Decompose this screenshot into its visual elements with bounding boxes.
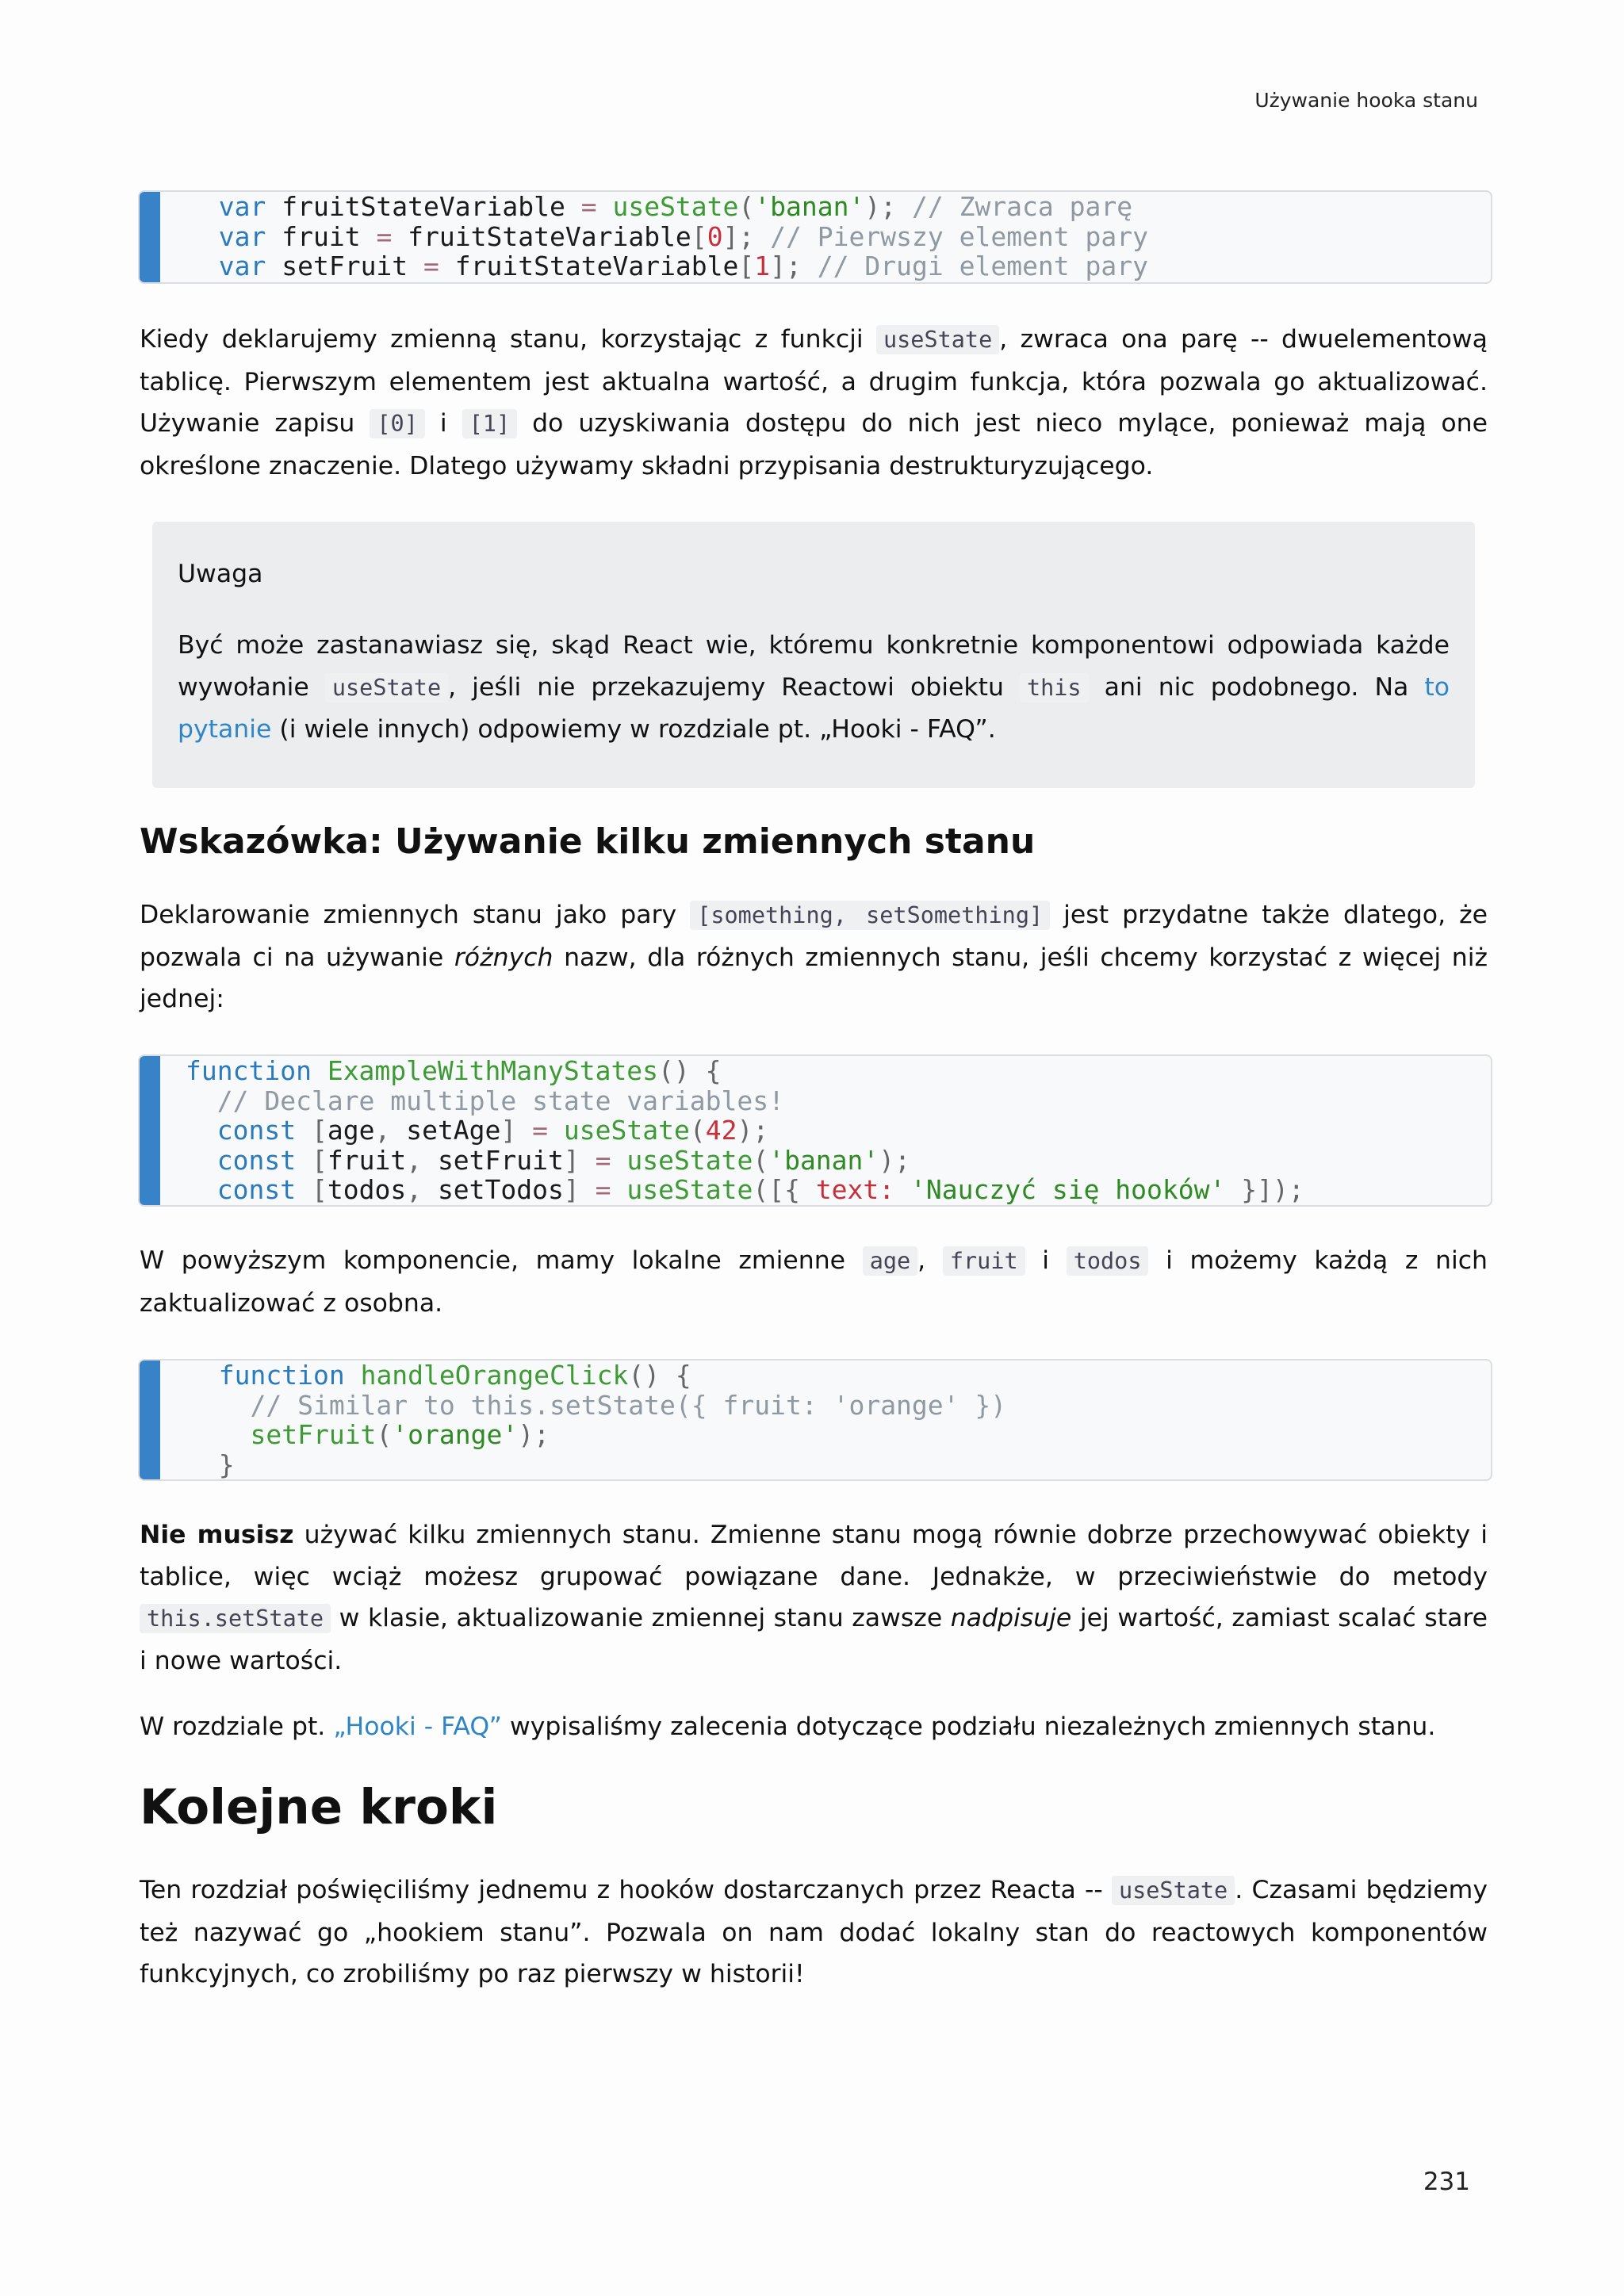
section-heading-tip: Wskazówka: Używanie kilku zmiennych stanu — [140, 821, 1036, 862]
code-line: var fruitStateVariable = useState('banan'); // Zwraca parę — [218, 191, 1133, 222]
inline-code: this — [1020, 673, 1089, 702]
inline-code: this.setState — [140, 1604, 331, 1633]
code-line: } — [218, 1448, 235, 1480]
paragraph-nie-musisz: Nie musisz używać kilku zmiennych stanu. Zmienne stanu mogą równie dobrze przechowywać obiekty i tablice, więc wciąż możesz grupować powiązane dane. Jednakże, w przeciwieństwie do metody this.setState w klasie, aktualizowanie zmiennej stanu zawsze nadpisuje jej wartość, zamiast scalać stare i nowe wartości. — [140, 1521, 1488, 1675]
code-block-handle-orange — [138, 1359, 1492, 1481]
inline-code: [something, setSomething] — [690, 901, 1050, 930]
note-title: Uwaga — [178, 560, 263, 588]
inline-code: todos — [1067, 1246, 1149, 1276]
running-header: Używanie hooka stanu — [1254, 89, 1478, 112]
inline-code: useState — [325, 673, 448, 702]
code-line: var setFruit = fruitStateVariable[1]; // Drugi element pary — [218, 251, 1149, 281]
code-line: // Similar to this.setState({ fruit: 'orange' }) — [250, 1389, 1007, 1421]
code-line: const [fruit, setFruit] = useState('banan'); — [216, 1144, 911, 1176]
code-block-usestate-array — [138, 190, 1492, 284]
faq-question-link[interactable]: to pytanie — [178, 672, 1450, 744]
hooks-faq-link[interactable]: „Hooki - FAQ” — [333, 1712, 502, 1741]
paragraph-faq-reference: W rozdziale pt. „Hooki - FAQ” wypisaliśmy zalecenia dotyczące podziału niezależnych zmiennych stanu. — [140, 1712, 1436, 1741]
paragraph-multiple-state: Deklarowanie zmiennych stanu jako pary [something, setSomething] jest przydatne także dlatego, że pozwala ci na używanie różnych nazw, dla różnych zmiennych stanu, jeśli chcemy korzystać z więcej niż jednej: — [140, 901, 1488, 1013]
inline-code: useState — [1112, 1876, 1235, 1905]
paragraph-next-steps: Ten rozdział poświęciliśmy jednemu z hooków dostarczanych przez Reacta -- useState . Czasami będziemy też nazywać go „hookiem stanu”. Pozwala on nam dodać lokalny stan do reactowych komponentów funkcyjnych, co zrobiliśmy po raz pierwszy w historii! — [140, 1876, 1488, 1988]
paragraph-local-variables: W powyższym komponencie, mamy lokalne zmienne age , fruit i todos i możemy każdą z nich zaktualizować z osobna. — [140, 1246, 1488, 1318]
note-body: Być może zastanawiasz się, skąd React wie, któremu konkretnie komponentowi odpowiada każde wywołanie useState , jeśli nie przekazujemy Reactowi obiektu this ani nic podobnego. Na to pytanie (i wiele innych) odpowiemy w rozdziale pt. „Hooki - FAQ”. — [178, 631, 1450, 744]
code-line: const [age, setAge] = useState(42); — [216, 1115, 769, 1146]
section-heading-next-steps: Kolejne kroki — [140, 1779, 498, 1835]
code-line: var fruit = fruitStateVariable[0]; // Pierwszy element pary — [218, 220, 1149, 252]
code-line: function ExampleWithManyStates() { — [186, 1055, 722, 1086]
code-line: function handleOrangeClick() { — [218, 1360, 691, 1391]
code-line: const [todos, setTodos] = useState([{ text: 'Nauczyć się hooków' }]); — [216, 1174, 1304, 1205]
code-line: setFruit('orange'); — [250, 1419, 550, 1450]
inline-code: [0] — [370, 409, 424, 438]
page-number: 231 — [1423, 2168, 1470, 2196]
inline-code: age — [863, 1246, 917, 1276]
inline-code: useState — [876, 325, 999, 354]
inline-code: [1] — [462, 409, 517, 438]
code-line: // Declare multiple state variables! — [216, 1085, 784, 1116]
paragraph-usestate-pair: Kiedy deklarujemy zmienną stanu, korzystając z funkcji useState , zwraca ona parę -- dwuelementową tablicę. Pierwszym elementem jest aktualna wartość, a drugim funkcja, która pozwala go aktualizować. Używanie zapisu [0] i [1] do uzyskiwania dostępu do nich jest nieco mylące, ponieważ mają one określone znaczenie. Dlatego używamy składni przypisania destrukturyzującego. — [140, 325, 1488, 480]
inline-code: fruit — [943, 1246, 1025, 1276]
code-block-many-states — [138, 1054, 1492, 1207]
note-box — [152, 522, 1475, 788]
